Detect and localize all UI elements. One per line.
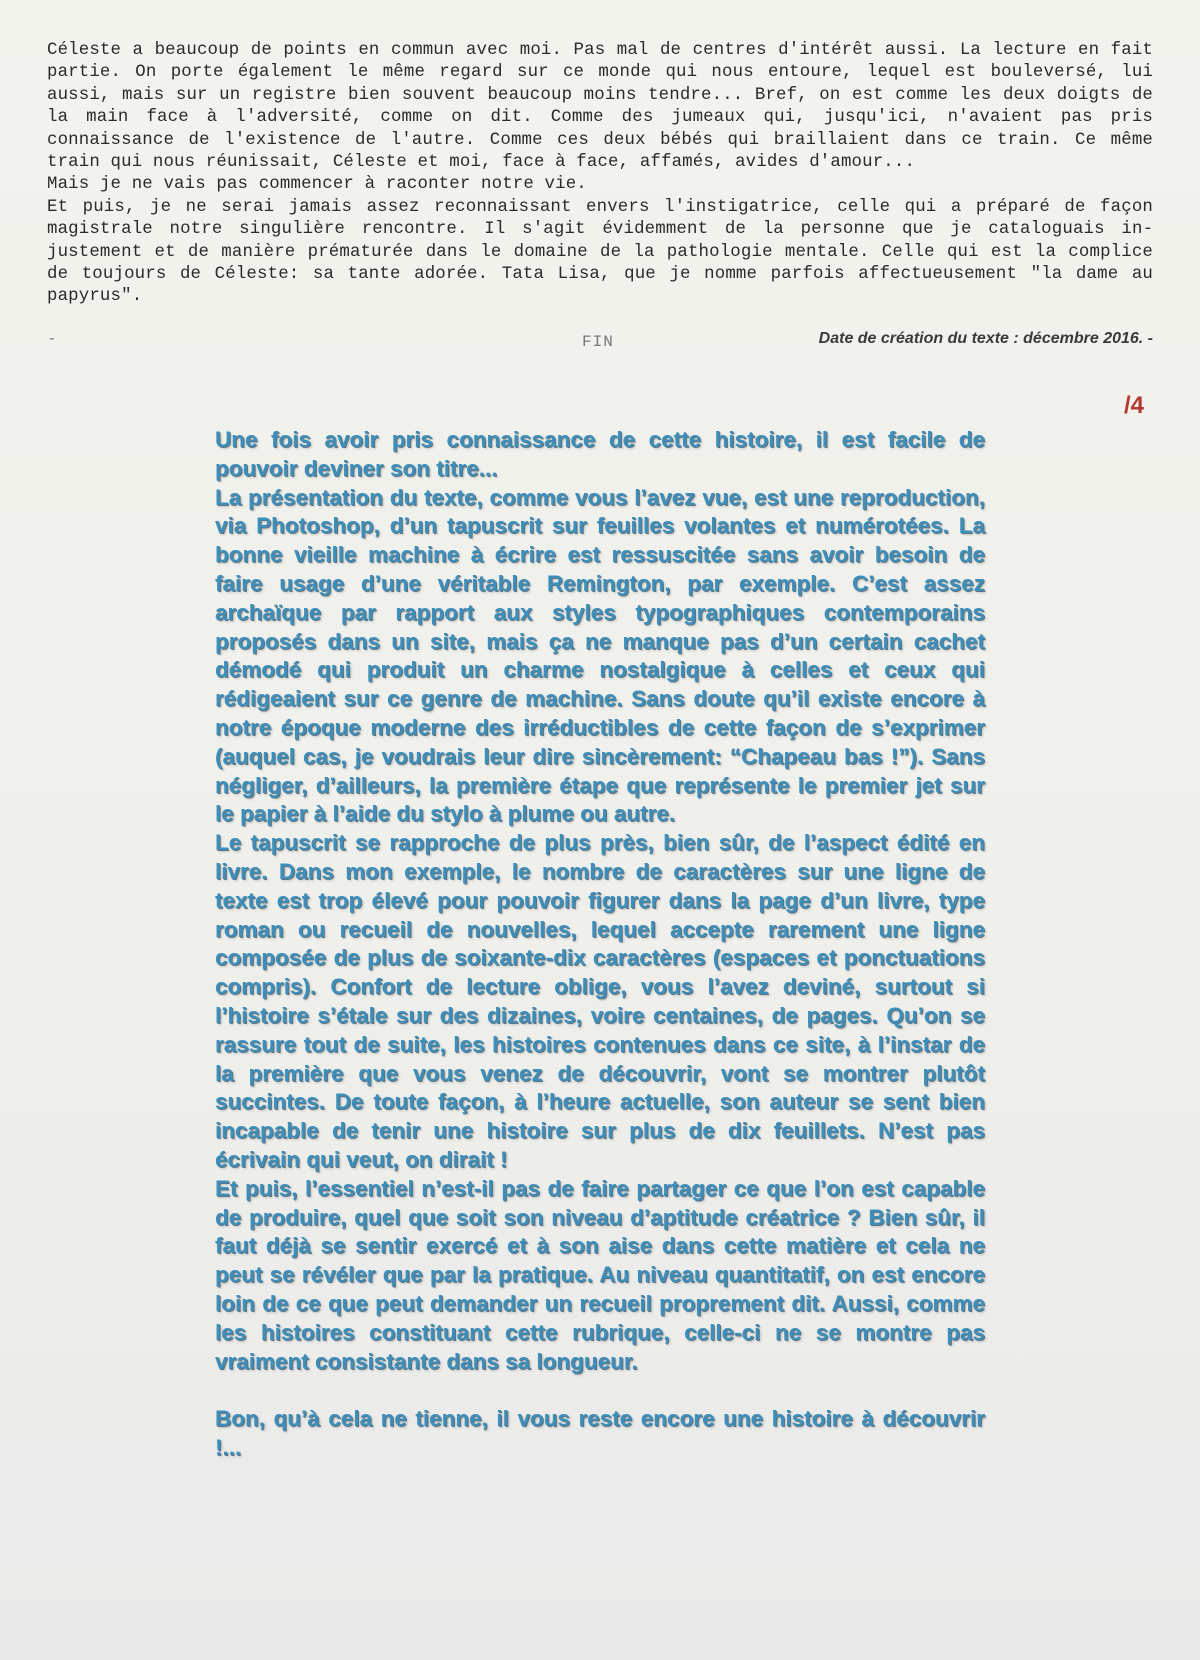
end-label: FIN xyxy=(582,333,614,351)
typescript-paragraph: Et puis, je ne serai jamais assez reconnaissant envers l'instigatrice, celle qui a préparé de façon magistrale notre singulière rencontre. Il s'agit évidemment de la personne que je cataloguais injustement et de manière prématurée dans le domaine de la pathologie mentale. Celle qui est la complice de toujours de Céleste: sa tante adorée. Tata Lisa, que je nomme parfois affectueusement "la dame au papyrus". xyxy=(47,197,1153,307)
typescript-footer xyxy=(47,330,1153,354)
footer-dash: - xyxy=(47,330,57,348)
commentary-paragraph: Le tapuscrit se rapproche de plus près, bien sûr, de l’aspect édité en livre. Dans mon exemple, le nombre de caractères sur une ligne de texte est trop élevé pour pouvoir figurer dans la page d’un livre, type roman ou recueil de nouvelles, lequel accepte rarement une ligne composée de plus de soixante-dix caractères (espaces et ponctuations compris). Confort de lecture oblige, vous l’avez deviné, surtout si l’histoire s’étale sur des dizaines, voire centaines, de pages. Qu’on se rassure tout de suite, les histoires contenues dans ce site, à l’instar de la première que vous venez de découvrir, vont se montrer plutôt succintes. De toute façon, à l’heure actuelle, son auteur se sent bien incapable de tenir une histoire sur plus de dix feuillets. N’est pas écrivain qui veut, on dirait ! xyxy=(215,830,985,1172)
typescript-paragraph: Céleste a beaucoup de points en commun avec moi. Pas mal de centres d'intérêt aussi. La lecture en fait partie. On porte également le même regard sur ce monde qui nous entoure, lequel est bouleversé, lui aussi, mais sur un registre bien souvent beaucoup moins tendre... Bref, on est comme les deux doigts de la main face à l'adversité, comme on dit. Comme des jumeaux qui, jusqu'ici, n'avaient pas pris connaissance de l'existence de l'autre. Comme ces deux bébés qui braillaient dans ce train. Ce même train qui nous réunissait, Céleste et moi, face à face, affamés, avides d'amour... xyxy=(47,41,1153,173)
commentary-closing: Bon, qu’à cela ne tienne, il vous reste encore une histoire à découvrir !... xyxy=(215,1406,985,1460)
commentary-paragraph: Et puis, l’essentiel n’est-il pas de faire partager ce que l’on est capable de produire, quel que soit son niveau d’aptitude créatrice ? Bien sûr, il faut déjà se sentir exercé et à son aise dans cette matière et cela ne peut se révéler que par la pratique. Au niveau quantitatif, on est encore loin de ce que peut demander un recueil proprement dit. Aussi, comme les histoires constituant cette rubrique, celle-ci ne se montre pas vraiment consistante dans sa longueur. xyxy=(215,1175,985,1374)
author-commentary xyxy=(215,426,985,1463)
typescript-text xyxy=(47,40,1153,309)
commentary-paragraph: La présentation du texte, comme vous l’avez vue, est une reproduction, via Photoshop, d’un tapuscrit sur feuilles volantes et numérotées. La bonne vieille machine à écrire est ressuscitée sans avoir besoin de faire usage d’une véritable Remington, par exemple. C’est assez archaïque par rapport aux styles typographiques contemporains proposés dans un site, mais ça ne manque pas d’un certain cachet démodé qui produit un charme nostalgique à celles et ceux qui rédigeaient sur ce genre de machine. Sans doute qu’il existe encore à notre époque moderne des irréductibles de cette façon de s’exprimer (auquel cas, je voudrais leur dire sincèrement: “Chapeau bas !”). Sans négliger, d’ailleurs, la première étape que représente le premier jet sur le papier à l’aide du stylo à plume ou autre. xyxy=(215,484,985,827)
commentary-paragraph: Une fois avoir pris connaissance de cette histoire, il est facile de pouvoir deviner son titre... xyxy=(215,427,985,481)
creation-date: Date de création du texte : décembre 2016. - xyxy=(818,330,1153,347)
typescript-paragraph: Mais je ne vais pas commencer à raconter notre vie. xyxy=(47,175,587,195)
page-number: /4 xyxy=(1124,392,1145,419)
